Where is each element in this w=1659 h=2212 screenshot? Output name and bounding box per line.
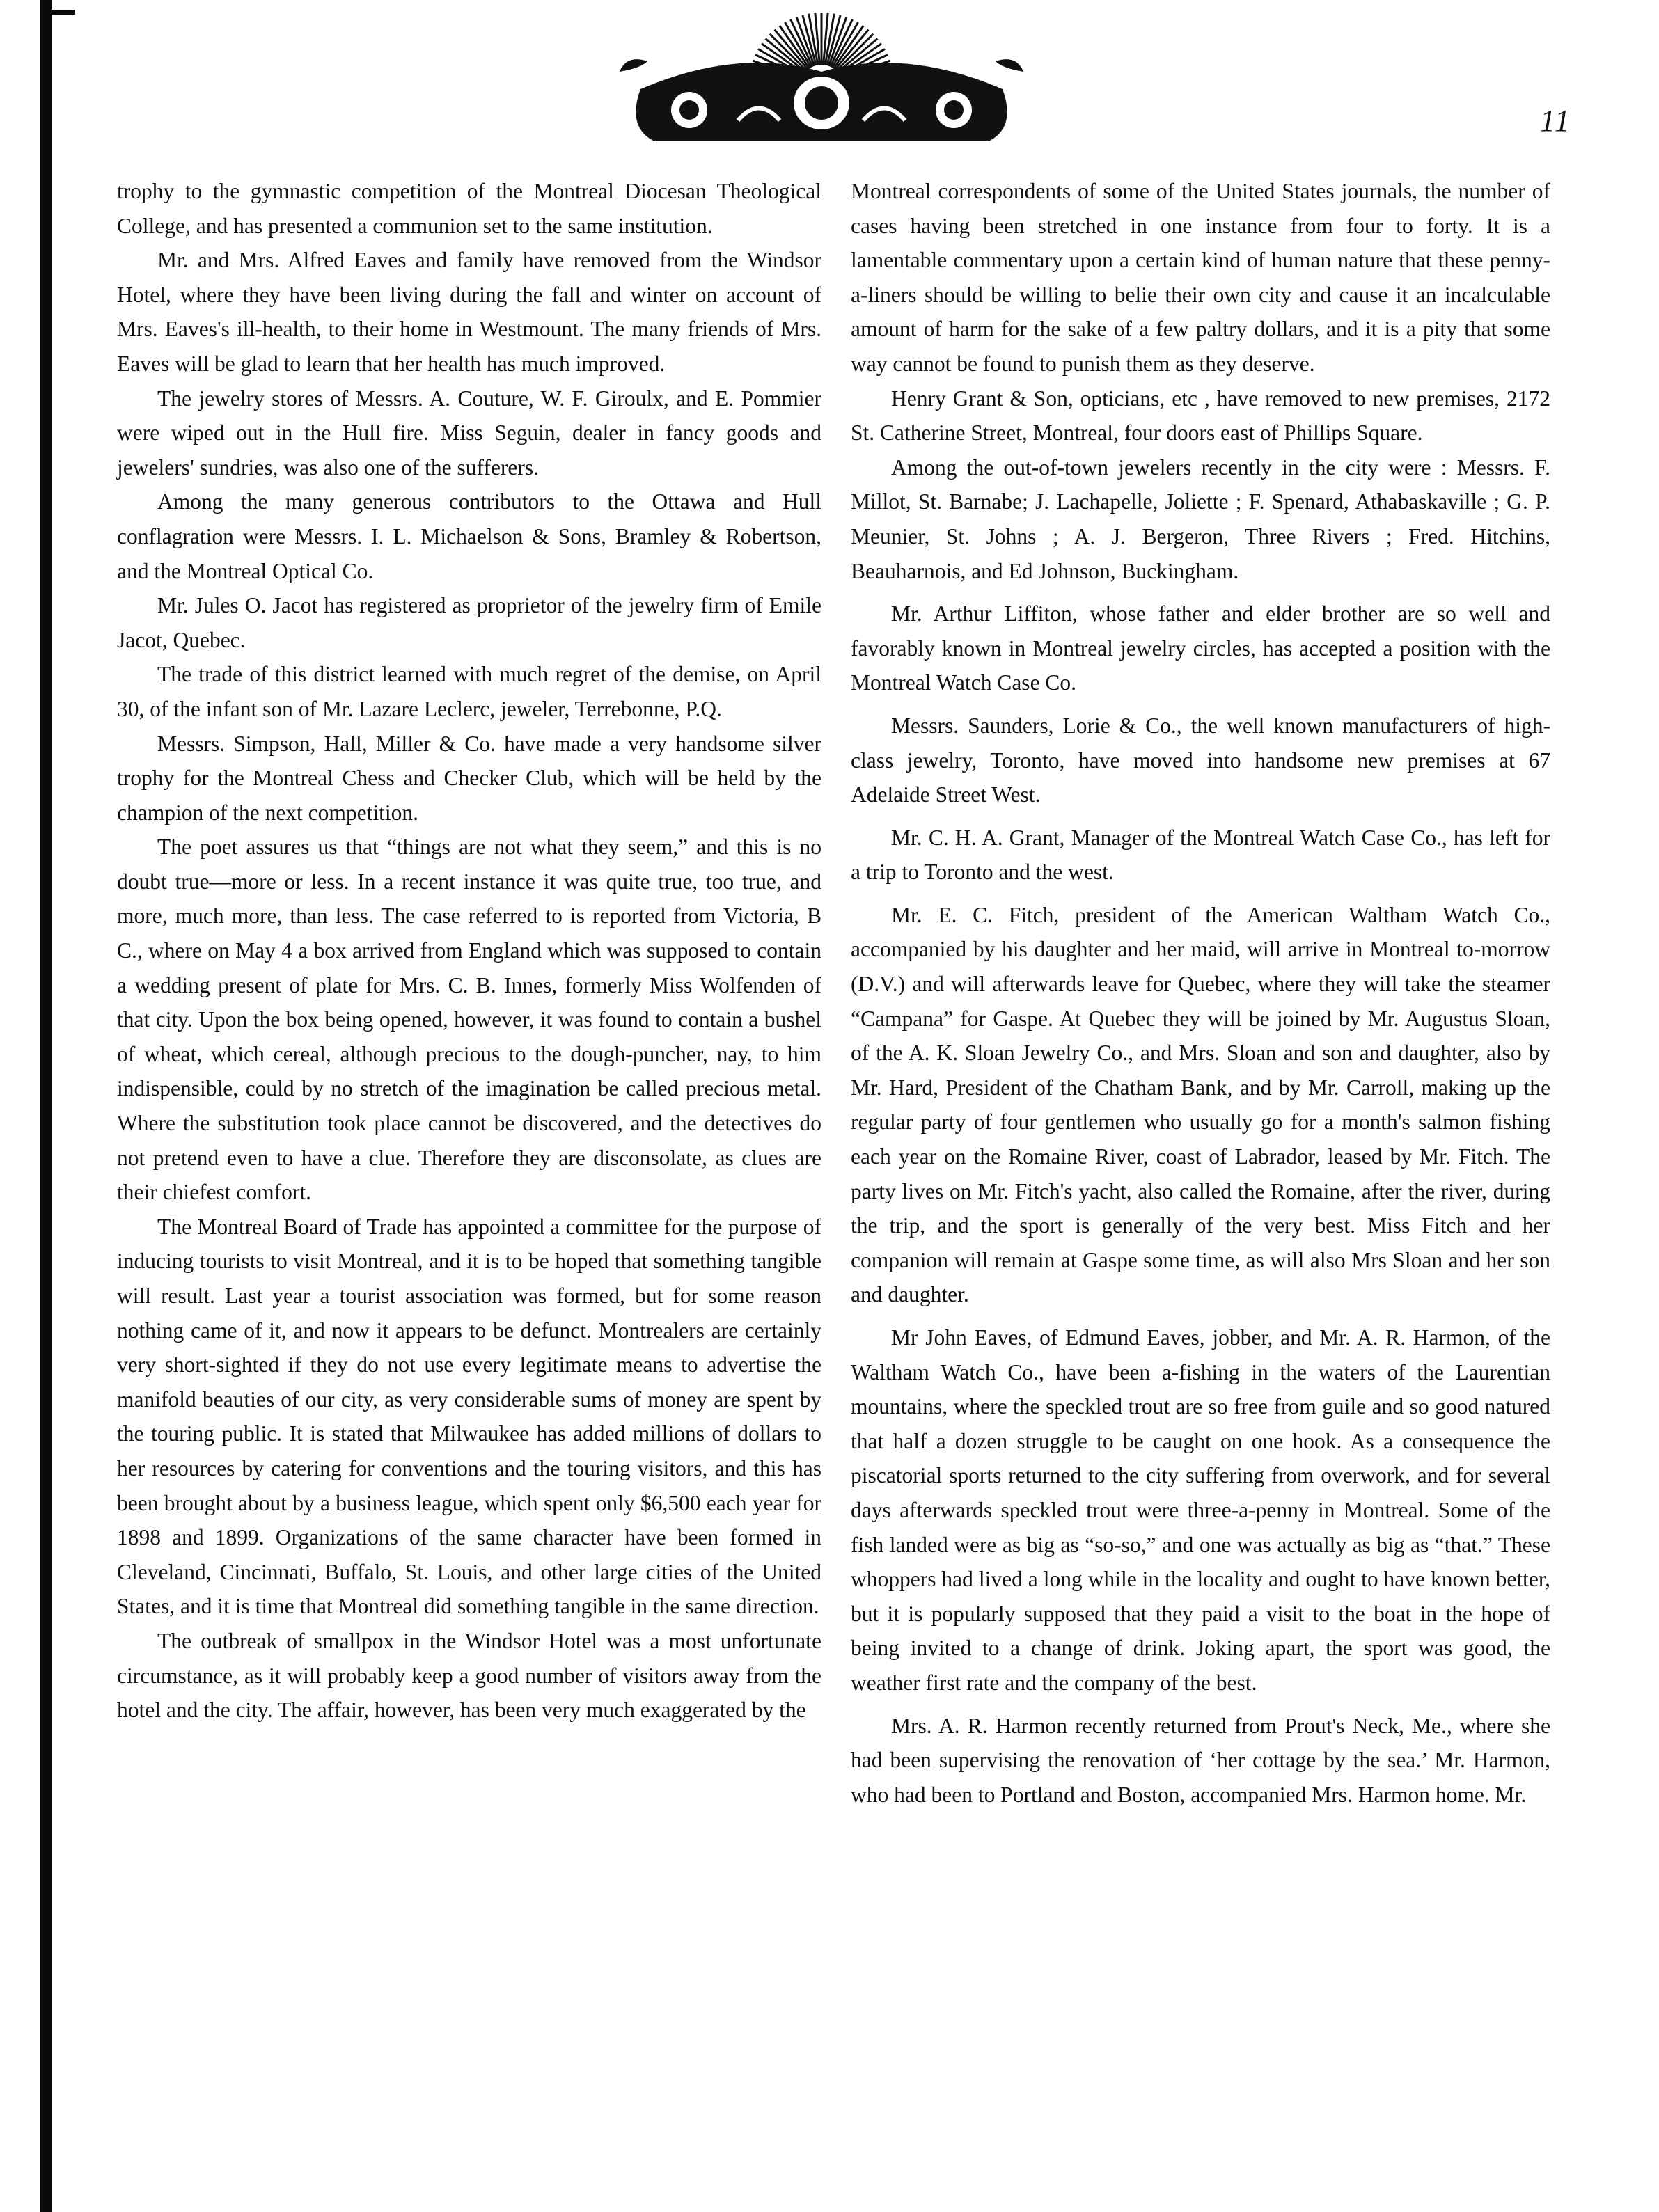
paragraph: Mr John Eaves, of Edmund Eaves, jobber, and Mr. A. R. Harmon, of the Waltham Watch Co., have been a-fishing in the waters of the Laurentian mountains, where the speckled trout are so free from guile and so good natured that half a dozen struggle to be caught on one hook. As a consequence the piscatorial sports returned to the city suffering from overwork, and for several days afterwards speckled trout were three-a-penny in Montreal. Some of the fish landed were as big as “so-so,” and one was actually as big as “that.” These whoppers had lived a long while in the locality and ought to have known better, but it is popularly supposed that they paid a visit to the boat in the hope of being invited to a change of drink. Joking apart, the sport was good, the weather first rate and the company of the best. <box>851 1325 1550 1695</box>
paragraph: Mr. C. H. A. Grant, Manager of the Montreal Watch Case Co., has left for a trip to Toronto and the west. <box>851 825 1550 885</box>
paragraph: Among the out-of-town jewelers recently in the city were : Messrs. F. Millot, St. Barnabe; J. Lachapelle, Joliette ; F. Spenard, Athabaskaville ; G. P. Meunier, St. Johns ; A. J. Bergeron, Three Rivers ; Fred. Hitchins, Beauharnois, and Ed Johnson, Buckingham. <box>851 455 1550 583</box>
paragraph: Among the many generous contributors to the Ottawa and Hull conflagration were Messrs. I. L. Michaelson & Sons, Bramley & Robertson, and the Montreal Optical Co. <box>117 489 821 583</box>
paragraph: The outbreak of smallpox in the Windsor Hotel was a most unfortunate circumstance, as it will probably keep a good number of visitors away from the hotel and the city. The affair, however, has been very much exaggerated by the <box>117 1628 821 1723</box>
page-number: 11 <box>1540 104 1571 138</box>
paragraph: trophy to the gymnastic competition of the Montreal Diocesan Theological College, and has presented a communion set to the same institution. <box>117 179 821 238</box>
paragraph: Montreal correspondents of some of the United States journals, the number of cases having been stretched in one instance from four to forty. It is a lamentable commentary upon a certain kind of human nature that these penny-a-liners should be willing to belie their own city and cause it an incalculable amount of harm for the sake of a few paltry dollars, and it is a pity that some way cannot be found to punish them as they deserve. <box>851 179 1550 376</box>
paragraph: Mr. E. C. Fitch, president of the American Waltham Watch Co., accompanied by his daughter and her maid, will arrive in Montreal to-morrow (D.V.) and will afterwards leave for Quebec, where they will take the steamer “Campana” for Gaspe. At Quebec they will be joined by Mr. Augustus Sloan, of the A. K. Sloan Jewelry Co., and Mrs. Sloan and son and daughter, also by Mr. Hard, President of the Chatham Bank, and by Mr. Carroll, making up the regular party of four gentlemen who usually go for a month's salmon fishing each year on the Romaine River, coast of Labrador, leased by Mr. Fitch. The party lives on Mr. Fitch's yacht, also called the Romaine, after the river, during the trip, and the sport is generally of the very best. Miss Fitch and her companion will remain at Gaspe some time, as will also Mrs Sloan and her son and daughter. <box>851 902 1550 1307</box>
right-column <box>851 174 1550 1812</box>
sunburst-ornament-icon <box>599 6 1044 152</box>
paragraph: Mr. Jules O. Jacot has registered as proprietor of the jewelry firm of Emile Jacot, Quebec. <box>117 593 821 652</box>
paragraph: Mr. Arthur Liffiton, whose father and elder brother are so well and favorably known in Montreal jewelry circles, has accepted a position with the Montreal Watch Case Co. <box>851 601 1550 695</box>
paragraph: The Montreal Board of Trade has appointed a committee for the purpose of inducing tourists to visit Montreal, and it is to be hoped that something tangible will result. Last year a tourist association was formed, but for some reason nothing came of it, and now it appears to be defunct. Montrealers are certainly very short-sighted if they do not use every legitimate means to advertise the manifold beauties of our city, as very considerable sums of money are spent by the touring public. It is stated that Milwaukee has added millions of dollars to her resources by catering for conventions and the touring visitors, and this has been brought about by a business league, which spent only $6,500 each year for 1898 and 1899. Organizations of the same character have been formed in Cleveland, Cincinnati, Buffalo, St. Louis, and other large cities of the United States, and it is time that Montreal did something tangible in the same direction. <box>117 1214 821 1619</box>
spine-mark <box>52 10 75 15</box>
paragraph: Messrs. Simpson, Hall, Miller & Co. have made a very handsome silver trophy for the Montreal Chess and Checker Club, which will be held by the champion of the next competition. <box>117 731 821 825</box>
paragraph: The jewelry stores of Messrs. A. Couture, W. F. Giroulx, and E. Pommier were wiped out in the Hull fire. Miss Seguin, dealer in fancy goods and jewelers' sundries, was also one of the sufferers. <box>117 386 821 480</box>
paragraph: Mrs. A. R. Harmon recently returned from Prout's Neck, Me., where she had been supervising the renovation of ‘her cottage by the sea.’ Mr. Harmon, who had been to Portland and Boston, accompanied Mrs. Harmon home. Mr. <box>851 1713 1550 1807</box>
paragraph: The trade of this district learned with much regret of the demise, on April 30, of the infant son of Mr. Lazare Leclerc, jeweler, Terrebonne, P.Q. <box>117 662 821 721</box>
paragraph: Henry Grant & Son, opticians, etc , have removed to new premises, 2172 St. Catherine Street, Montreal, four doors east of Phillips Square. <box>851 386 1550 445</box>
paragraph: The poet assures us that “things are not what they seem,” and this is no doubt true—more or less. In a recent instance it was quite true, too true, and more, much more, than less. The case referred to is reported from Victoria, B C., where on May 4 a box arrived from England which was supposed to contain a wedding present of plate for Mrs. C. B. Innes, formerly Miss Wolfenden of that city. Upon the box being opened, however, it was found to contain a bushel of wheat, which cereal, although precious to the dough-puncher, nay, to him indispensible, could by no stretch of the imagination be called precious metal. Where the substitution took place cannot be discovered, and the detectives do not pretend even to have a clue. Therefore they are disconsolate, as clues are their chiefest comfort. <box>117 835 821 1205</box>
paragraph: Messrs. Saunders, Lorie & Co., the well known manufacturers of high-class jewelry, Toronto, have moved into handsome new premises at 67 Adelaide Street West. <box>851 713 1550 807</box>
left-column <box>117 174 821 1728</box>
paragraph: Mr. and Mrs. Alfred Eaves and family have removed from the Windsor Hotel, where they have been living during the fall and winter on account of Mrs. Eaves's ill-health, to their home in Westmount. The many friends of Mrs. Eaves will be glad to learn that her health has much improved. <box>117 248 821 376</box>
page-spine <box>40 0 52 2212</box>
